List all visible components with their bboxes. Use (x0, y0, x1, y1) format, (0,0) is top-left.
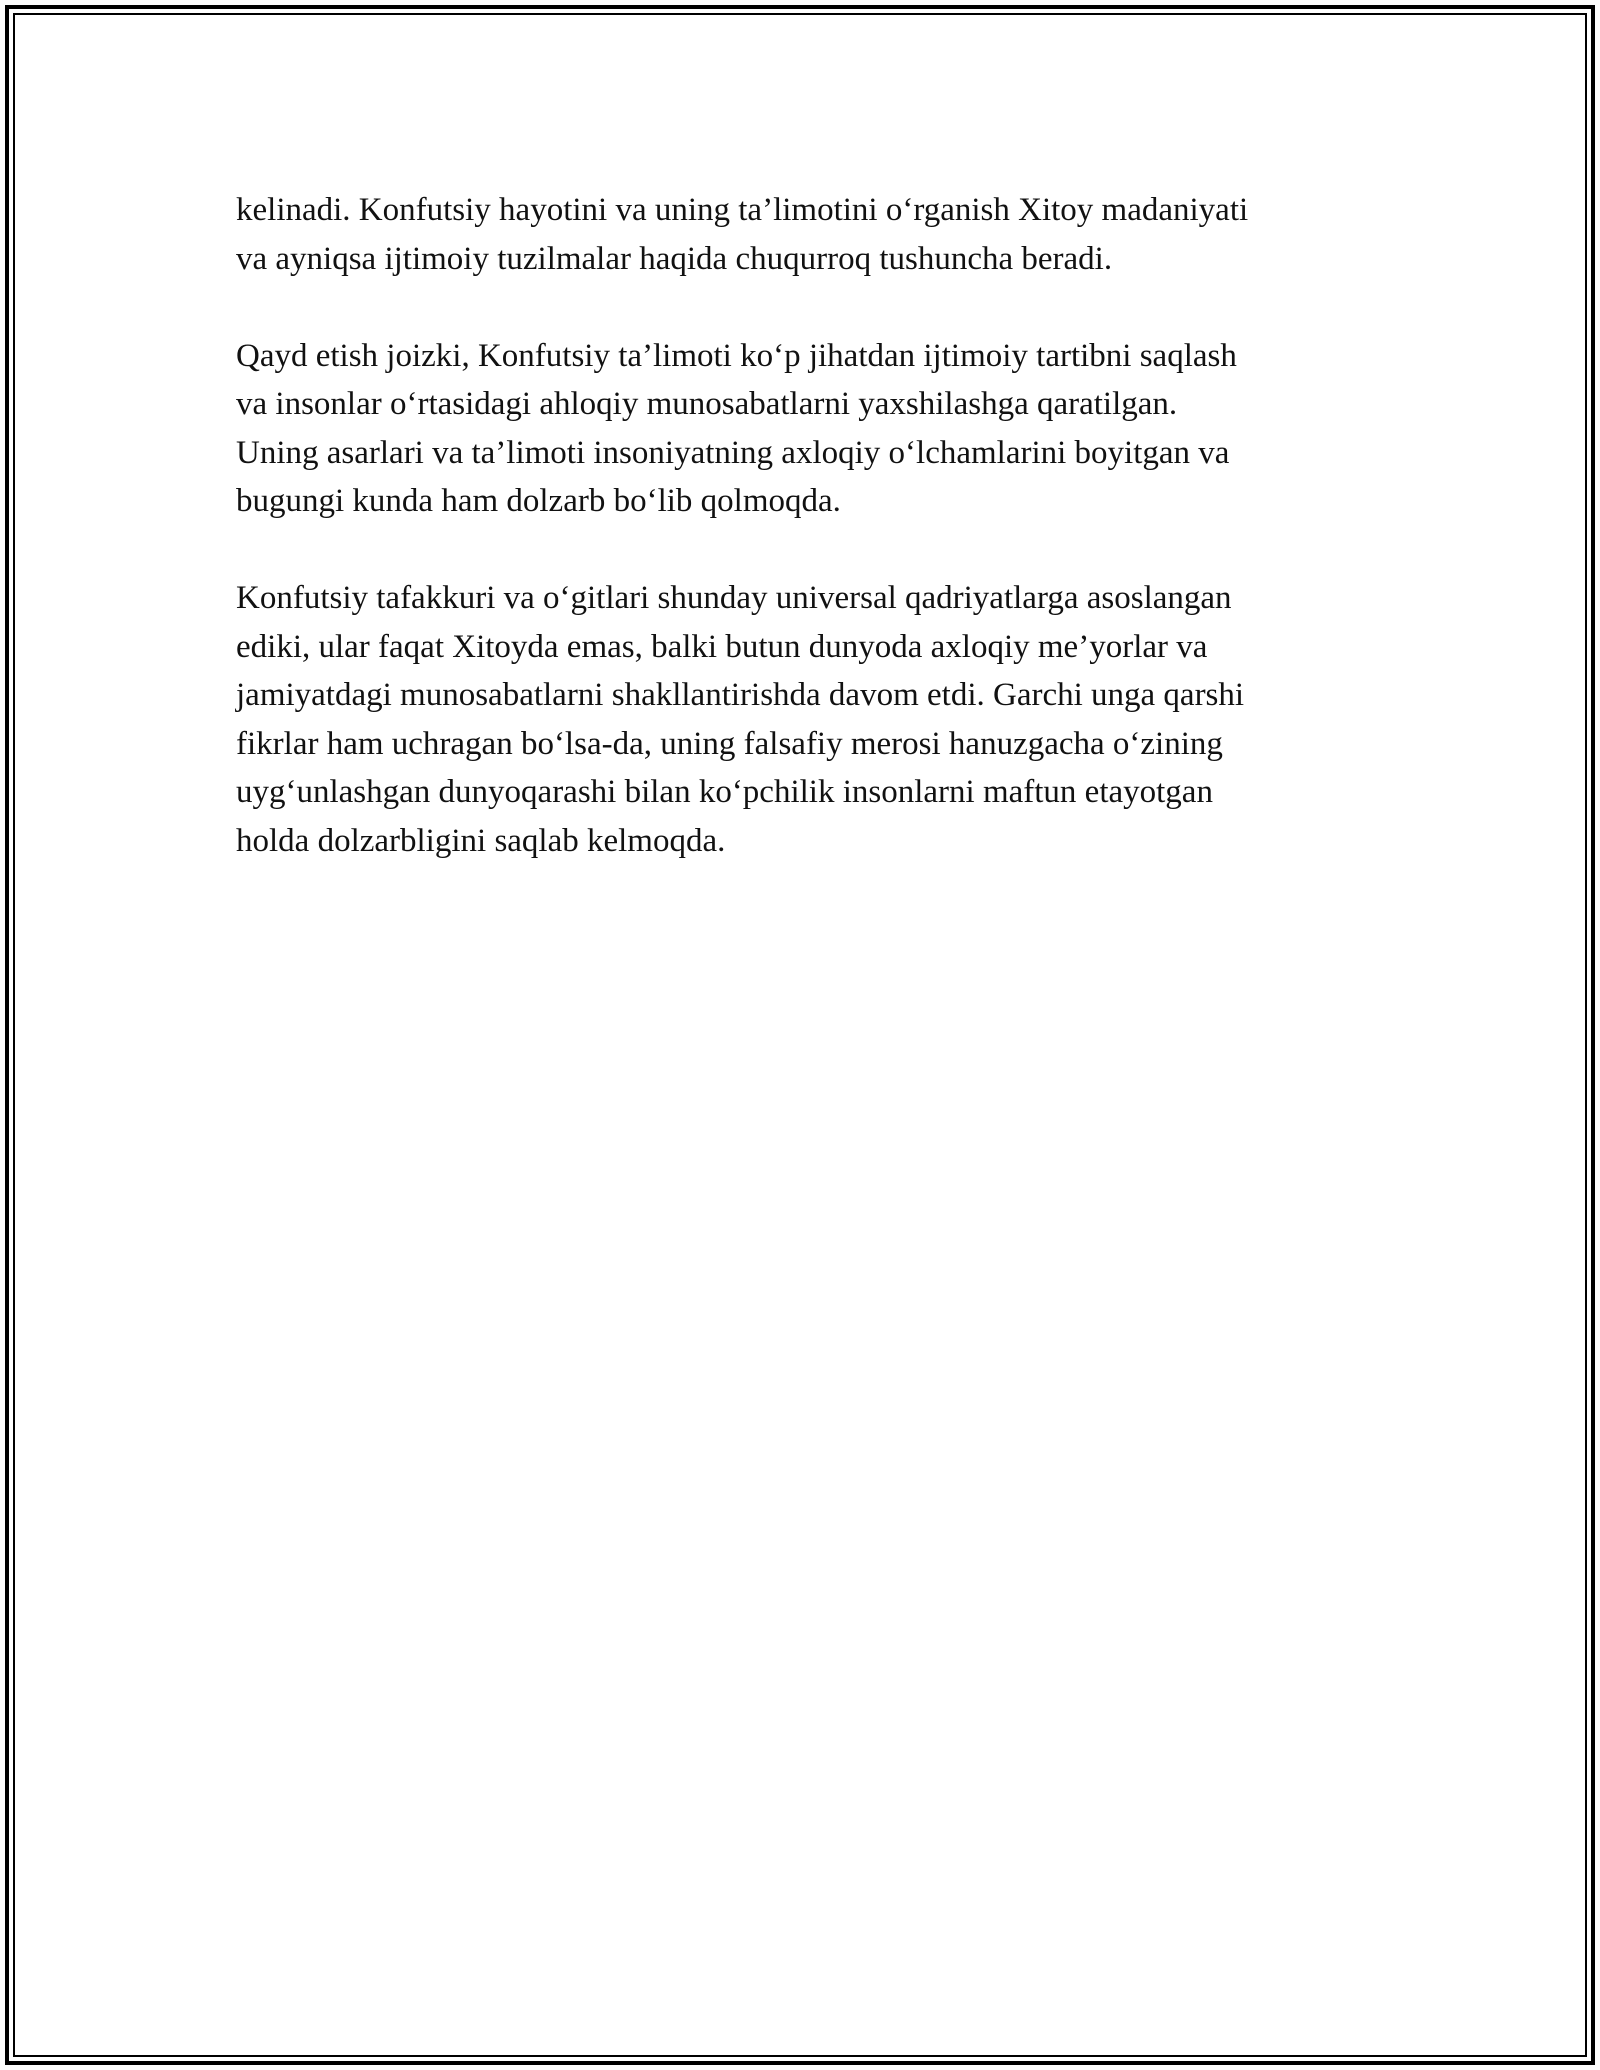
paragraph-1: kelinadi. Konfutsiy hayotini va uning ta’limotini o‘rganish Xitoy madaniyati va ayniqsa ijtimoiy tuzilmalar haqida chuqurroq tushuncha beradi. (236, 192, 1249, 277)
document-body (236, 186, 1396, 914)
paragraph-3: Konfutsiy tafakkuri va o‘gitlari shunday universal qadriyatlarga asoslangan ediki, ular faqat Xitoyda emas, balki butun dunyoda axloqiy me’yorlar va jamiyatdagi munosabatlarni shakllantirishda davom etdi. Garchi unga qarshi fikrlar ham uchragan bo‘lsa-da, uning falsafiy merosi hanuzgacha o‘zining uyg‘unlashgan dunyoqarashi bilan ko‘pchilik insonlarni maftun etayotgan holda dolzarbligini saqlab kelmoqda. (236, 580, 1245, 859)
paragraph-2: Qayd etish joizki, Konfutsiy ta’limoti ko‘p jihatdan ijtimoiy tartibni saqlash va insonlar o‘rtasidagi ahloqiy munosabatlarni yaxshilashga qaratilgan. Uning asarlari va ta’limoti insoniyatning axloqiy o‘lchamlarini boyitgan va bugungi kunda ham dolzarb bo‘lib qolmoqda. (236, 337, 1237, 519)
